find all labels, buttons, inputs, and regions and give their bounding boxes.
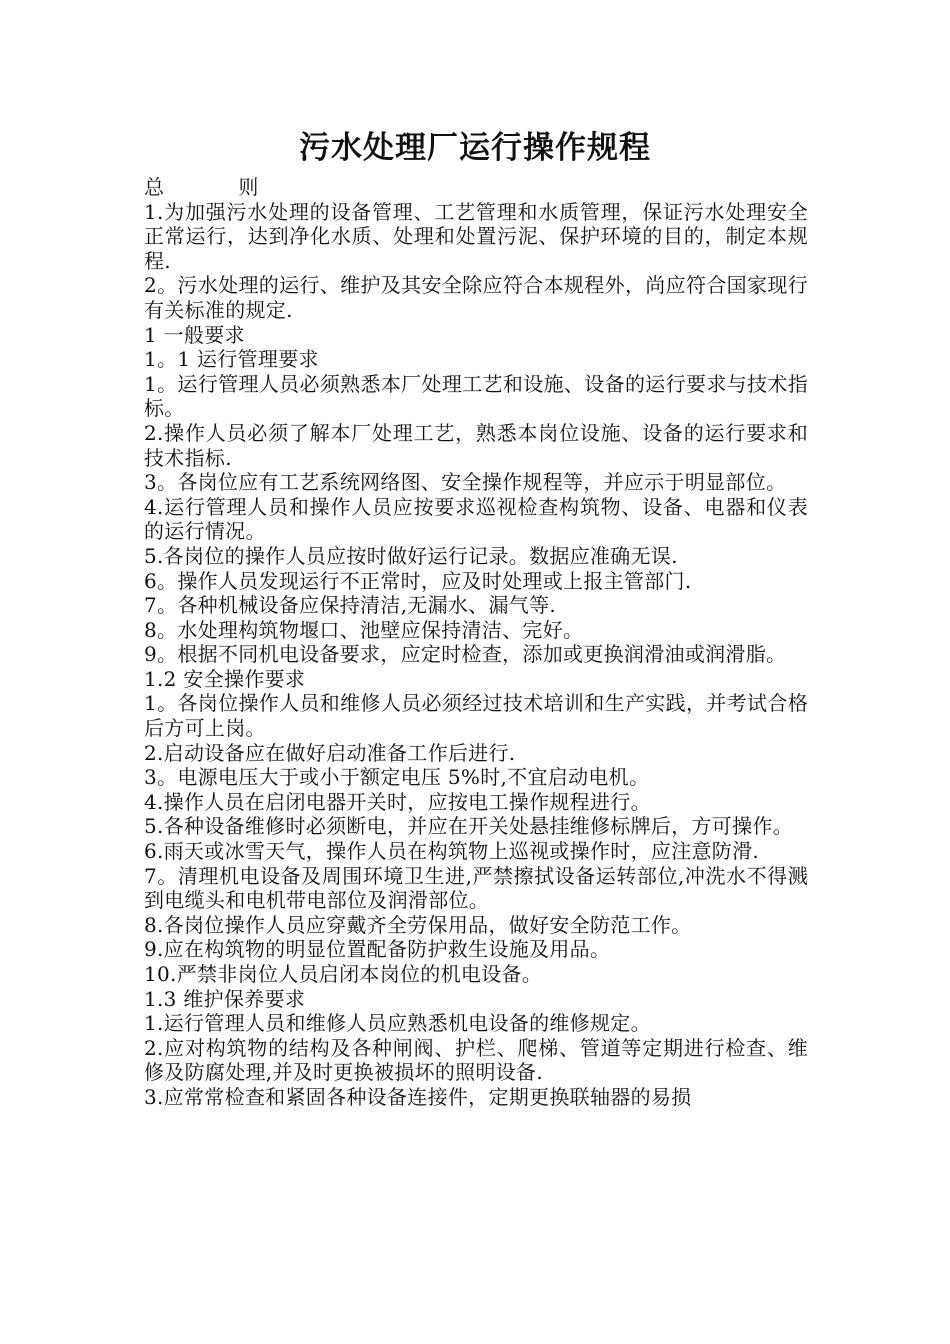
paragraph: 4.操作人员在启闭电器开关时，应按电工操作规程进行。 <box>144 789 651 814</box>
paragraph: 9.应在构筑物的明显位置配备防护救生设施及用品。 <box>144 937 611 962</box>
section-heading-general: 总 则 <box>144 175 293 199</box>
paragraph: 4.运行管理人员和操作人员应按要求巡视检查构筑物、设备、电器和仪表的运行情况。 <box>144 494 808 544</box>
subsection-heading: 1。1 运行管理要求 <box>144 347 319 372</box>
paragraph: 5.各岗位的操作人员应按时做好运行记录。数据应准确无误. <box>144 543 678 568</box>
paragraph: 2.操作人员必须了解本厂处理工艺，熟悉本岗位设施、设备的运行要求和技术指标. <box>144 420 808 470</box>
subsection-heading: 1.3 维护保养要求 <box>144 986 306 1011</box>
paragraph: 2.启动设备应在做好启动准备工作后进行. <box>144 740 516 765</box>
paragraph: 1.运行管理人员和维修人员应熟悉机电设备的维修规定。 <box>144 1011 651 1036</box>
document-body <box>144 175 808 1110</box>
document-title: 污水处理厂运行操作规程 <box>299 130 651 166</box>
paragraph: 1.为加强污水处理的设备管理、工艺管理和水质管理，保证污水处理安全正常运行，达到净化水质、处理和处置污泥、保护环境的目的，制定本规程. <box>144 199 808 273</box>
paragraph: 7。各种机械设备应保持清洁,无漏水、漏气等. <box>144 593 557 618</box>
paragraph: 2.应对构筑物的结构及各种闸阀、护栏、爬梯、管道等定期进行检查、维修及防腐处理,并及时更换被损坏的照明设备. <box>144 1035 808 1085</box>
subsection-heading: 1.2 安全操作要求 <box>144 666 306 691</box>
section-heading: 1 一般要求 <box>144 322 245 347</box>
paragraph: 9。根据不同机电设备要求，应定时检查，添加或更换润滑油或润滑脂。 <box>144 642 787 667</box>
paragraph: 5.各种设备维修时必须断电，并应在开关处悬挂维修标牌后，方可操作。 <box>144 814 793 839</box>
paragraph: 6.雨天或冰雪天气，操作人员在构筑物上巡视或操作时，应注意防滑. <box>144 839 760 864</box>
paragraph: 2。污水处理的运行、维护及其安全除应符合本规程外，尚应符合国家现行有关标准的规定. <box>144 273 808 322</box>
paragraph: 3。各岗位应有工艺系统网络图、安全操作规程等，并应示于明显部位。 <box>144 470 787 495</box>
paragraph: 8.各岗位操作人员应穿戴齐全劳保用品，做好安全防范工作。 <box>144 912 692 937</box>
paragraph: 3.应常常检查和紧固各种设备连接件，定期更换联轴器的易损 <box>144 1084 692 1109</box>
paragraph: 1。运行管理人员必须熟悉本厂处理工艺和设施、设备的运行要求与技术指标。 <box>144 371 808 421</box>
paragraph: 6。操作人员发现运行不正常时，应及时处理或上报主管部门. <box>144 568 692 593</box>
paragraph: 7。清理机电设备及周围环境卫生进,严禁擦拭设备运转部位,冲洗水不得溅到电缆头和电机带电部位及润滑部位。 <box>144 863 808 913</box>
paragraph: 8。水处理构筑物堰口、池壁应保持清洁、完好。 <box>144 617 584 642</box>
paragraph: 1。各岗位操作人员和维修人员必须经过技术培训和生产实践，并考试合格后方可上岗。 <box>144 691 808 741</box>
paragraph: 10.严禁非岗位人员启闭本岗位的机电设备。 <box>144 962 543 986</box>
paragraph: 3。电源电压大于或小于额定电压 5%时,不宜启动电机。 <box>144 765 650 790</box>
